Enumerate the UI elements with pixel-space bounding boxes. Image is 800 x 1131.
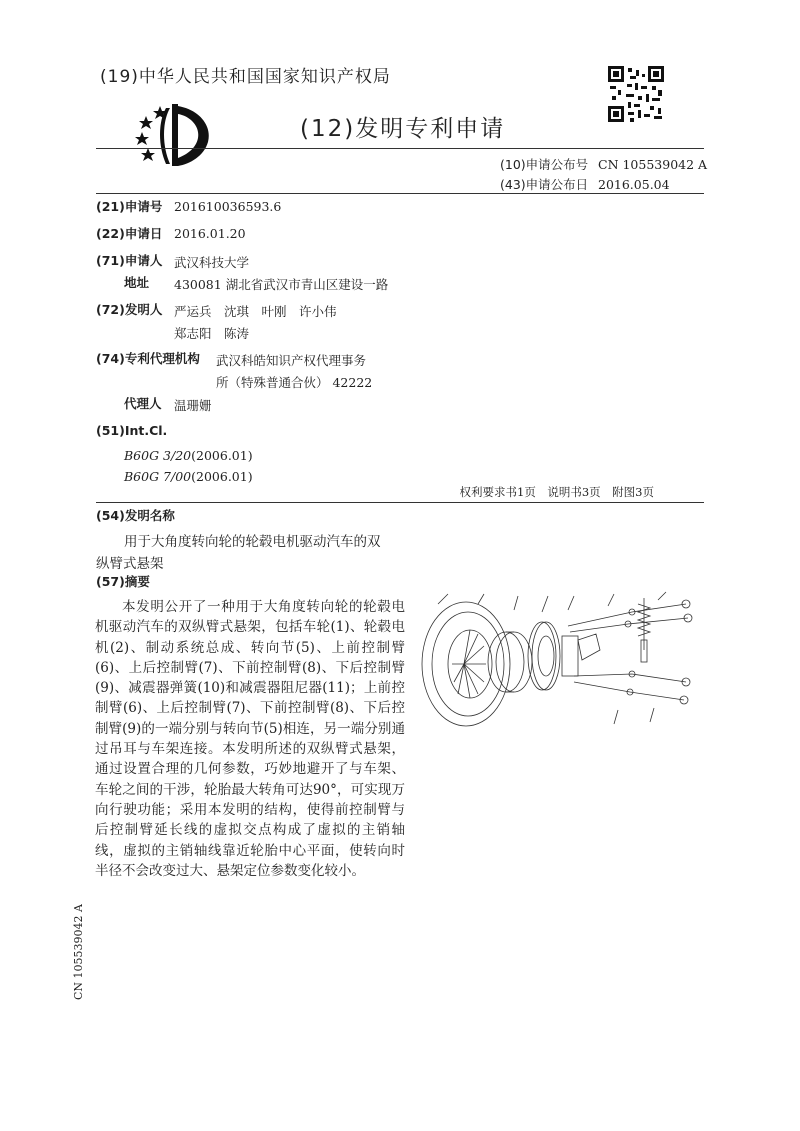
agency-label: (74)专利代理机构 xyxy=(96,351,200,366)
applicant-row xyxy=(96,253,162,269)
application-number-row xyxy=(96,199,162,215)
int-cl-label: (51)Int.Cl. xyxy=(96,423,168,438)
address-label: 地址 xyxy=(124,275,150,290)
filing-date-row xyxy=(96,226,162,242)
publication-date: 2016.05.04 xyxy=(598,177,670,192)
abstract-label: (57)摘要 xyxy=(96,574,150,589)
abstract-label-row xyxy=(96,574,150,590)
page-counts: 权利要求书1页 说明书3页 附图3页 xyxy=(459,485,654,499)
side-publication-number: CN 105539042 A xyxy=(72,904,85,1000)
int-cl-year: (2006.01) xyxy=(191,448,253,463)
publication-date-row xyxy=(500,175,670,193)
abstract-text: 本发明公开了一种用于大角度转向轮的轮毂电机驱动汽车的双纵臂式悬架，包括车轮(1)、轮毂电机(2)、制动系统总成、转向节(5)、上前控制臂(6)、上后控制臂(7)、下前控制臂(8)、下后控制臂(9)、减震器弹簧(10)和减震器阻尼器(11)；上前控制臂(6)、上后控制臂(7)、下前控制臂(8)、下后控制臂(9)的一端分别与转向节(5)相连，另一端分别通过吊耳与车架连接。本发明所述的双纵臂式悬架，通过设置合理的几何参数，巧妙地避开了与车架、车轮之间的干涉，轮胎最大转角可达90°，可实现万向行驶功能；采用本发明的结构，使得前控制臂与后控制臂延长线的虚拟交点构成了虚拟的主销轴线，虚拟的主销轴线靠近轮胎中心平面，使转向时半径不会改变过大、悬架定位参数变化较小。 xyxy=(95,599,405,879)
address: 430081 湖北省武汉市青山区建设一路 xyxy=(174,277,389,292)
inventors-label: (72)发明人 xyxy=(96,302,163,317)
applicant: 武汉科技大学 xyxy=(174,255,250,270)
title-label: (54)发明名称 xyxy=(96,508,175,523)
filing-date-label: (22)申请日 xyxy=(96,226,163,241)
applicant-label: (71)申请人 xyxy=(96,253,163,268)
int-cl-code: B60G 3/20 xyxy=(124,448,192,463)
document-type: (12)发明专利申请 xyxy=(300,116,506,142)
biblio-rule xyxy=(96,193,704,194)
publication-number: CN 105539042 A xyxy=(598,157,708,172)
office-name: (19)中华人民共和国国家知识产权局 xyxy=(100,67,391,87)
int-cl-row xyxy=(96,423,167,439)
agent-row xyxy=(124,396,162,412)
agency-row xyxy=(96,351,200,367)
publication-number-label: (10)申请公布号 xyxy=(500,157,589,172)
sipo-logo-icon xyxy=(128,102,220,170)
suspension-drawing xyxy=(418,590,700,730)
int-cl-entry xyxy=(124,466,253,485)
publication-date-label: (43)申请公布日 xyxy=(500,177,589,192)
agent: 温珊姗 xyxy=(174,398,212,413)
int-cl-entry xyxy=(124,445,253,464)
application-number: 201610036593.6 xyxy=(174,199,282,214)
inventors-row xyxy=(96,302,162,318)
agent-label: 代理人 xyxy=(124,396,162,411)
application-number-label: (21)申请号 xyxy=(96,199,163,214)
int-cl-code: B60G 7/00 xyxy=(124,469,192,484)
agency-line-1: 武汉科皓知识产权代理事务 xyxy=(216,353,367,368)
title-label-row xyxy=(96,508,175,524)
filing-date: 2016.01.20 xyxy=(174,226,246,241)
agency-line-2: 所（特殊普通合伙） 42222 xyxy=(216,375,373,390)
header-rule xyxy=(96,148,704,149)
address-row xyxy=(124,275,149,291)
invention-title-line-1: 用于大角度转向轮的轮毂电机驱动汽车的双 xyxy=(124,534,381,550)
inventors-line-1: 严运兵 沈琪 叶刚 许小伟 xyxy=(174,304,337,319)
inventors-line-2: 郑志阳 陈涛 xyxy=(174,326,250,341)
invention-title-line-2: 纵臂式悬架 xyxy=(96,556,164,572)
publication-number-row xyxy=(500,155,707,173)
qr-code-icon xyxy=(608,66,664,122)
title-rule xyxy=(96,502,704,503)
int-cl-year: (2006.01) xyxy=(191,469,253,484)
